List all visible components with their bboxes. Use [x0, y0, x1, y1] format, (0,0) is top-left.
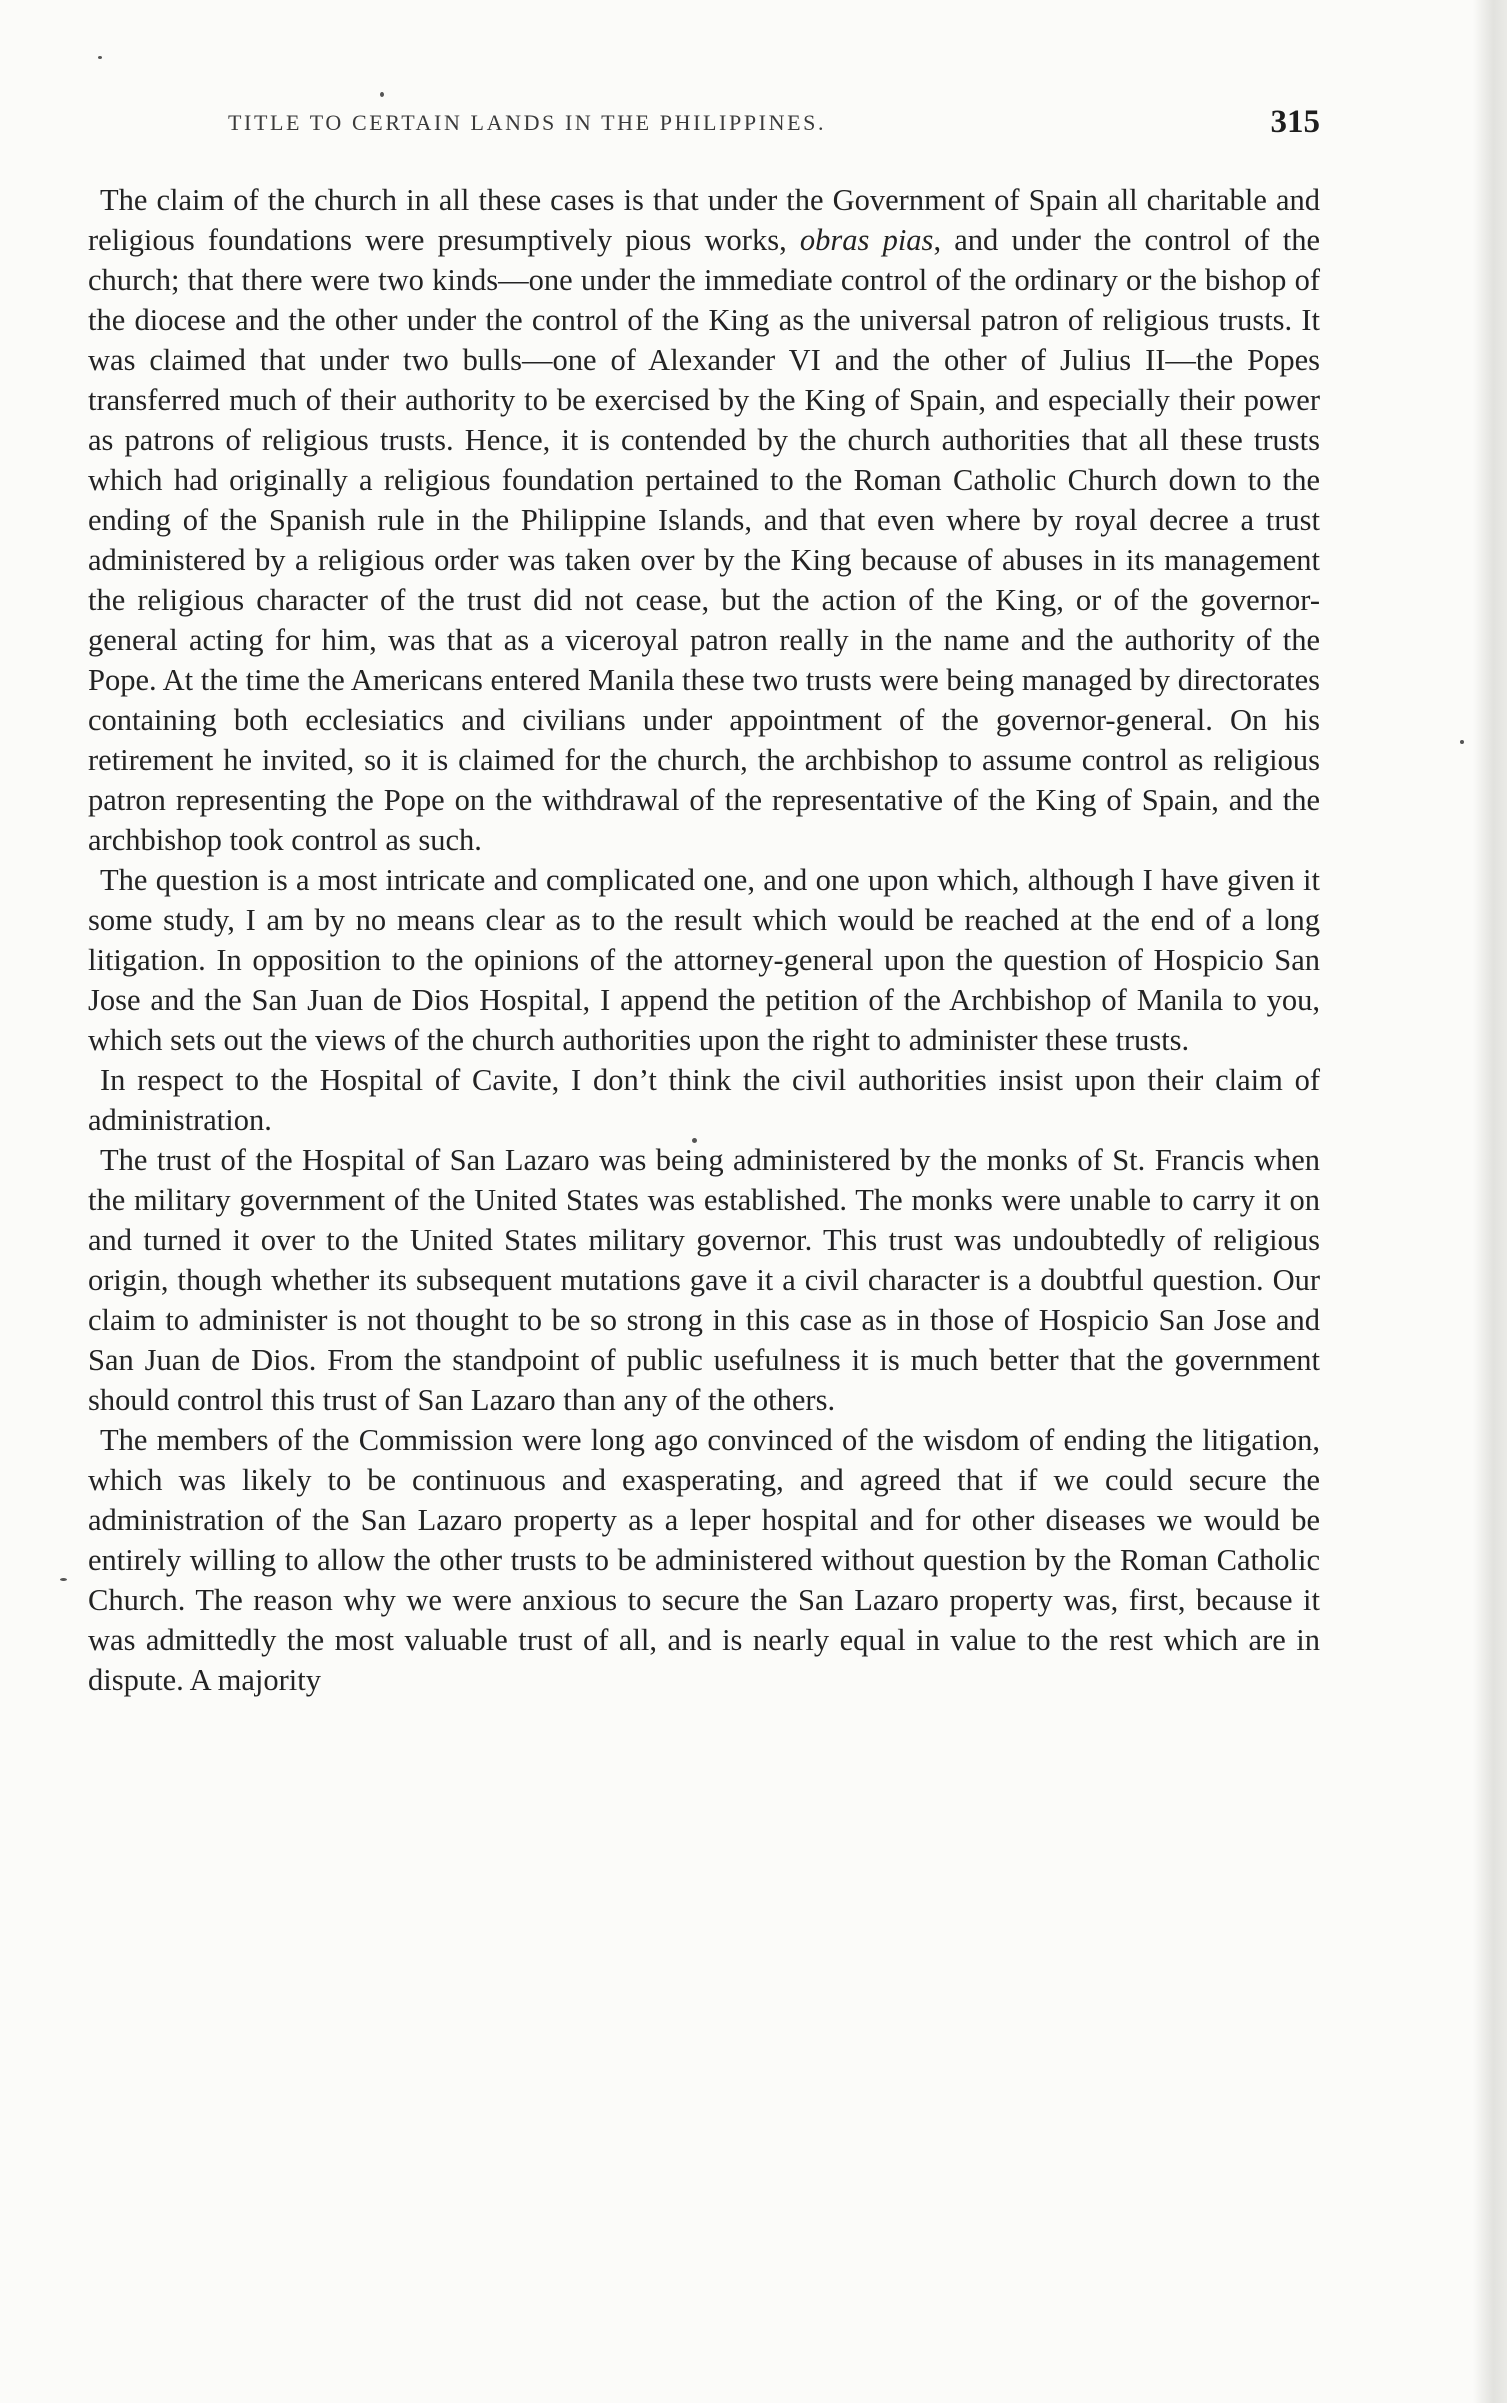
page-edge-shadow — [1473, 0, 1507, 2403]
scan-speck — [98, 56, 102, 59]
paragraph-church-claim — [88, 180, 1320, 860]
paragraph-commission: The members of the Commission were long ago convinced of the wisdom of ending the litigation, which was likely to be continuous and exasperating, and agreed that if we could secure the administration of the San Lazaro property as a leper hospital and for other diseases we would be entirely willing to allow the other trusts to be administered without question by the Roman Catholic Church. The reason why we were anxious to secure the San Lazaro property was, first, because it was admittedly the most valuable trust of all, and is nearly equal in value to the rest which are in dispute. A majority — [88, 1423, 1320, 1697]
paragraph-question: The question is a most intricate and complicated one, and one upon which, although I have given it some study, I am by no means clear as to the result which would be reached at the end of a long litigation. In opposition to the opinions of the attorney-general upon the question of Hospicio San Jose and the San Juan de Dios Hospital, I append the petition of the Archbishop of Manila to you, which sets out the views of the church authorities upon the right to administer these trusts. — [88, 863, 1320, 1057]
scan-speck — [60, 1578, 67, 1581]
running-header — [88, 104, 1320, 152]
scan-speck — [380, 92, 384, 97]
paragraph-san-lazaro: The trust of the Hospital of San Lazaro was being administered by the monks of St. Francis when the military government of the United States was established. The monks were unable to carry it on and turned it over to the United States military governor. This trust was undoubtedly of religious origin, though whether its subsequent mutations gave it a civil character is a doubtful question. Our claim to administer is not thought to be so strong in this case as in those of Hospicio San Jose and San Juan de Dios. From the standpoint of public usefulness it is much better that the government should control this trust of San Lazaro than any of the others. — [88, 1143, 1320, 1417]
paragraph-text: The claim of the church in all these cases is that under the Government of Spain all charitable and religious foundations were presumptively pious works, — [88, 183, 1320, 257]
scan-speck — [1460, 740, 1464, 744]
page-number: 315 — [1270, 104, 1320, 140]
running-title: TITLE TO CERTAIN LANDS IN THE PHILIPPINES. — [228, 110, 827, 135]
body-text — [88, 180, 1320, 1700]
paragraph-text: , and under the control of the church; that there were two kinds—one under the immediate control of the ordinary or the bishop of the diocese and the other under the control of the King as the universal patron of religious trusts. It was claimed that under two bulls—one of Alexander VI and the other of Julius II—the Popes transferred much of their authority to be exercised by the King of Spain, and especially their power as patrons of religious trusts. Hence, it is contended by the church authorities that all these trusts which had originally a religious foundation pertained to the Roman Catholic Church down to the ending of the Spanish rule in the Philippine Islands, and that even where by royal decree a trust administered by a religious order was taken over by the King because of abuses in its management the religious character of the trust did not cease, but the action of the King, or of the governor-general acting for him, was that as a viceroyal patron really in the name and the authority of the Pope. At the time the Americans entered Manila these two trusts were being managed by directorates containing both ecclesiatics and civilians under appointment of the governor-general. On his retirement he invited, so it is claimed for the church, the archbishop to assume control as religious patron representing the Pope on the withdrawal of the representative of the King of Spain, and the archbishop took control as such. — [88, 223, 1320, 857]
italic-term: obras pias — [799, 223, 934, 257]
paragraph-hospital-cavite: In respect to the Hospital of Cavite, I don’t think the civil authorities insist upon their claim of administration. — [88, 1063, 1320, 1137]
